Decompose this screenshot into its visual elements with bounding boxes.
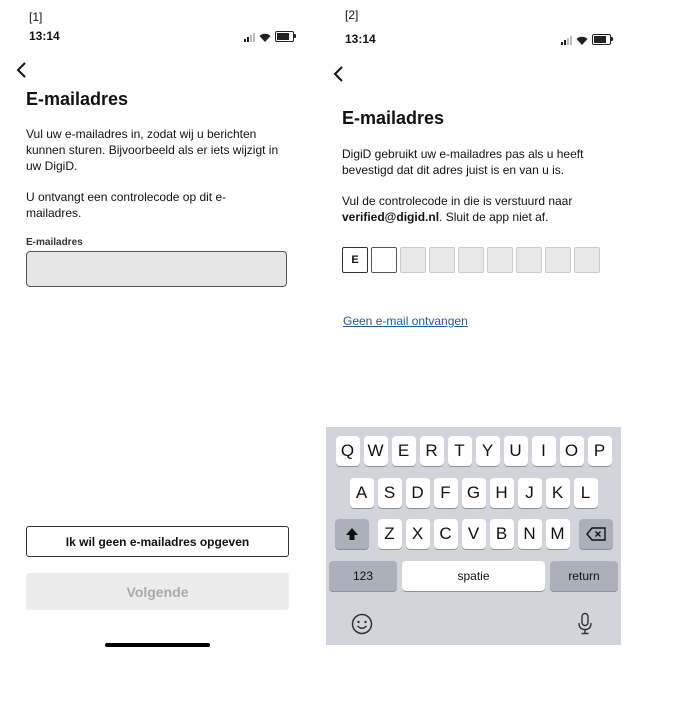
keyboard-row-3 <box>326 519 621 549</box>
status-time: 13:14 <box>345 32 376 46</box>
code-box[interactable] <box>400 247 426 273</box>
key-d[interactable]: D <box>406 478 430 508</box>
backspace-icon[interactable] <box>579 519 613 549</box>
key-a[interactable]: A <box>350 478 374 508</box>
key-z[interactable]: Z <box>378 519 402 549</box>
verification-code-input[interactable] <box>342 247 600 273</box>
key-u[interactable]: U <box>504 436 528 466</box>
screen-tag: [2] <box>345 8 359 22</box>
next-button: Volgende <box>26 573 289 610</box>
code-info-text: U ontvangt een controlecode op dit e-mailadres. <box>26 190 227 220</box>
battery-icon <box>592 34 611 45</box>
key-f[interactable]: F <box>434 478 458 508</box>
return-key[interactable]: return <box>550 561 618 591</box>
key-q[interactable]: Q <box>336 436 360 466</box>
shift-icon[interactable] <box>335 519 369 549</box>
key-j[interactable]: J <box>518 478 542 508</box>
key-t[interactable]: T <box>448 436 472 466</box>
key-x[interactable]: X <box>406 519 430 549</box>
code-box[interactable]: E <box>342 247 368 273</box>
screen-tag: [1] <box>29 10 43 24</box>
key-e[interactable]: E <box>392 436 416 466</box>
key-s[interactable]: S <box>378 478 402 508</box>
home-indicator[interactable] <box>105 643 210 647</box>
key-o[interactable]: O <box>560 436 584 466</box>
key-p[interactable]: P <box>588 436 612 466</box>
keyboard-row-1 <box>326 436 621 466</box>
key-k[interactable]: K <box>546 478 570 508</box>
signal-icon <box>244 33 255 42</box>
email-address: verified@digid.nl <box>342 210 440 224</box>
microphone-icon[interactable] <box>577 612 593 641</box>
key-w[interactable]: W <box>364 436 388 466</box>
signal-icon <box>561 36 572 45</box>
no-email-button[interactable]: Ik wil geen e-mailadres opgeven <box>26 526 289 557</box>
no-email-received-link[interactable]: Geen e-mail ontvangen <box>343 314 468 328</box>
status-bar-icons <box>561 34 611 45</box>
key-r[interactable]: R <box>420 436 444 466</box>
back-icon[interactable] <box>16 62 28 78</box>
key-b[interactable]: B <box>490 519 514 549</box>
code-box[interactable] <box>516 247 542 273</box>
wifi-icon <box>576 36 588 45</box>
page-title: E-mailadres <box>26 89 129 109</box>
intro-text: Vul uw e-mailadres in, zodat wij u berichten kunnen sturen. Bijvoorbeeld als er iets wijzigt in uw DigiD. <box>26 127 279 173</box>
key-n[interactable]: N <box>518 519 542 549</box>
key-c[interactable]: C <box>434 519 458 549</box>
page-title: E-mailadres <box>342 108 445 128</box>
key-l[interactable]: L <box>574 478 598 508</box>
code-instruction-text: Vul de controlecode in die is verstuurd naar verified@digid.nl. Sluit de app niet af. <box>342 194 573 224</box>
keyboard-row-4 <box>326 561 621 591</box>
space-key[interactable]: spatie <box>402 561 545 591</box>
key-m[interactable]: M <box>546 519 570 549</box>
status-time: 13:14 <box>29 29 60 43</box>
key-h[interactable]: H <box>490 478 514 508</box>
code-box[interactable] <box>458 247 484 273</box>
code-box[interactable] <box>429 247 455 273</box>
code-box[interactable] <box>545 247 571 273</box>
battery-icon <box>275 31 294 42</box>
key-v[interactable]: V <box>462 519 486 549</box>
code-box[interactable] <box>487 247 513 273</box>
key-g[interactable]: G <box>462 478 486 508</box>
key-i[interactable]: I <box>532 436 556 466</box>
back-icon[interactable] <box>333 66 345 82</box>
emoji-icon[interactable] <box>351 613 373 640</box>
confirm-info-text: DigiD gebruikt uw e-mailadres pas als u heeft bevestigd dat dit adres juist is en van u is. <box>342 147 584 177</box>
email-field[interactable] <box>26 251 287 287</box>
status-bar-icons <box>244 31 294 42</box>
keyboard <box>326 427 621 645</box>
email-field-label: E-mailadres <box>26 237 83 248</box>
keyboard-row-2 <box>326 478 621 508</box>
numbers-key[interactable]: 123 <box>329 561 397 591</box>
code-box[interactable] <box>371 247 397 273</box>
key-y[interactable]: Y <box>476 436 500 466</box>
wifi-icon <box>259 33 271 42</box>
code-box[interactable] <box>574 247 600 273</box>
